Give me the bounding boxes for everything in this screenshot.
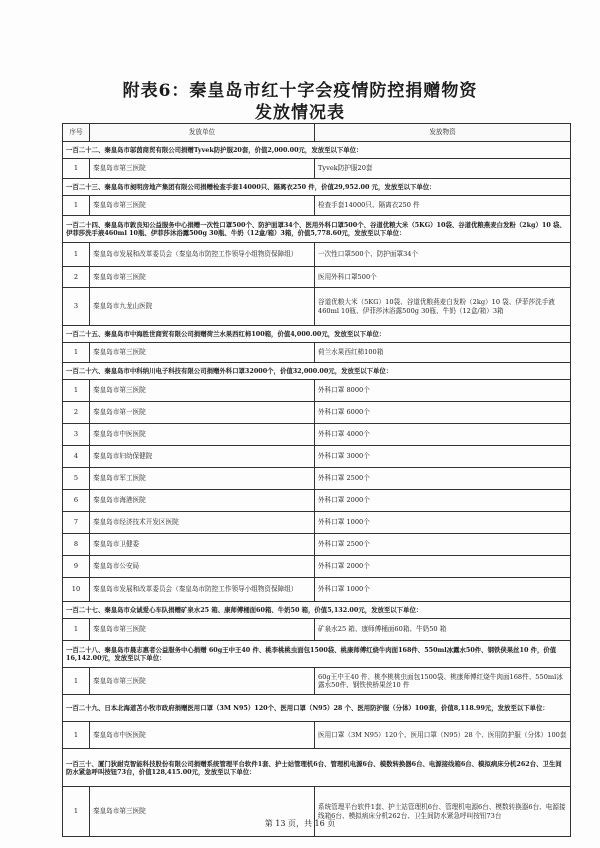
row-seq: 9 [63,556,90,578]
row-seq: 10 [63,578,90,602]
donation-group-row [63,749,571,787]
row-unit: 秦皇岛市海港医院 [90,490,315,512]
table-row [63,534,571,556]
row-goods: 外科口罩 1000个 [315,578,571,602]
table-row [63,288,571,326]
row-unit: 秦皇岛市第三医院 [90,380,315,402]
table-row [63,343,571,363]
row-goods: 外科口罩 2000个 [315,490,571,512]
row-goods: 检查手套14000只、隔离衣250 件 [315,196,571,216]
header-unit: 发放单位 [90,124,315,142]
row-unit: 秦皇岛市中医医院 [90,722,315,749]
row-unit: 秦皇岛市发展和改革委员会（秦皇岛市防控工作领导小组物资保障组） [90,243,315,267]
row-goods: 外科口罩 3000个 [315,446,571,468]
row-seq: 4 [63,446,90,468]
donation-group-text: 一百二十二、秦皇岛市邬茵商贸有限公司捐赠Tyvek防护服20套，价值2,000.00元，发放至以下单位： [63,142,571,159]
row-seq: 8 [63,534,90,556]
row-goods: 谷道优粮大米（5KG）10袋、谷道优粮燕麦白发粉（2kg）10 袋、伊菲莎洗手液460ml 10瓶、伊菲莎沐浴露500g 30瓶、牛奶（12盒/箱）3箱 [315,288,571,326]
row-unit: 秦皇岛市第三医院 [90,787,315,837]
header-seq: 序号 [63,124,90,142]
row-unit: 秦皇岛市第三医院 [90,343,315,363]
table-row [63,243,571,267]
donation-group-row [63,602,571,619]
row-unit: 秦皇岛市第三医院 [90,196,315,216]
row-unit: 秦皇岛市发展和改革委员会（秦皇岛市防控工作领导小组物资保障组） [90,578,315,602]
row-seq: 1 [63,159,90,179]
row-goods: 外科口罩 8000个 [315,380,571,402]
row-seq: 1 [63,196,90,216]
row-goods: 外科口罩 4000个 [315,424,571,446]
table-body [63,142,571,837]
donation-group-text: 一百二十六、秦皇岛市中科纳川电子科技有限公司捐赠外科口罩32000个，价值32,000.00元，发放至以下单位： [63,363,571,380]
table-row [63,722,571,749]
donation-group-text: 一百二十八、秦皇岛市晨志惠者公益服务中心捐赠 60g王中王40 件、桃李桃桃虫面包1500袋、桃康师傅红烧牛肉面168件、550ml冰露水50件、钢铁侠果丝10 件，价值16,142.00元，发放至以下单位： [63,641,571,668]
table-row [63,512,571,534]
page-footer: 第 13 页，共 16 页 [264,819,336,828]
row-unit: 秦皇岛市九龙山医院 [90,288,315,326]
row-unit: 秦皇岛市妇幼保健院 [90,446,315,468]
row-goods: 系统管理平台软件1套、护士站管理机6台、管理机电源6台、模数转换器6台、电源接线箱6台、模拟病床分机262台、卫生间防水紧急呼叫按钮73台 [315,787,571,837]
row-unit: 秦皇岛市第三医院 [90,267,315,288]
row-seq: 1 [63,619,90,641]
donation-group-row [63,363,571,380]
row-seq: 1 [63,722,90,749]
table-row [63,380,571,402]
donation-group-text: 一百二十三、秦皇岛市昶明房地产集团有限公司捐赠检查手套14000只、隔离衣250 件，价值29,952.00 元，发放至以下单位： [63,179,571,196]
row-seq: 2 [63,267,90,288]
row-goods: 医用外科口罩500个 [315,267,571,288]
row-goods: 矿泉水25 箱、康师傅桶面60箱、牛奶50 箱 [315,619,571,641]
donation-group-row [63,142,571,159]
table-row [63,578,571,602]
row-seq: 1 [63,243,90,267]
row-seq: 1 [63,787,90,837]
donation-group-text: 一百二十九、日本北海道苫小牧市政府捐赠医用口罩（3M N95）120个、医用口罩（N95）28 个、医用防护服（分体）100套，价值8,118.99元，发放至以下单位： [63,695,571,722]
donation-group-row [63,641,571,668]
row-goods: 外科口罩 1000个 [315,512,571,534]
row-goods: 外科口罩 2500个 [315,468,571,490]
document-title: 附表6：秦皇岛市红十字会疫情防控捐赠物资 [122,81,478,101]
row-seq: 1 [63,668,90,695]
row-goods: 荷兰水果西红柿100箱 [315,343,571,363]
row-goods: 外科口罩 2500个 [315,534,571,556]
row-unit: 秦皇岛市第三医院 [90,619,315,641]
row-unit: 秦皇岛市军工医院 [90,468,315,490]
table-row [63,446,571,468]
donation-group-text: 一百三十、厦门狄耐克智能科技股份有限公司捐赠系统管理平台软件1套、护士站管理机6台、管理机电源6台、模数转换器6台、电源接线箱6台、模拟病床分机262台、卫生间防水紧急呼叫按钮73台，价值128,415.00元，发放至以下单位： [63,749,571,787]
row-unit: 秦皇岛市公安局 [90,556,315,578]
table-row [63,424,571,446]
table-row [63,668,571,695]
row-seq: 3 [63,288,90,326]
table-row [63,787,571,837]
table-header-row [63,124,571,142]
table-row [63,490,571,512]
row-goods: 医用口罩（3M N95）120个、医用口罩（N95）28 个、医用防护服（分体）100套 [315,722,571,749]
donation-group-row [63,695,571,722]
donation-group-row [63,179,571,196]
row-goods: 外科口罩 6000个 [315,402,571,424]
table-row [63,556,571,578]
donation-group-row [63,326,571,343]
row-unit: 秦皇岛市卫健委 [90,534,315,556]
row-seq: 6 [63,490,90,512]
document-subtitle: 发放情况表 [255,103,345,123]
row-goods: 60g王中王40 件、桃李桃桃虫面包1500袋、桃康师傅红烧牛肉面168件、550ml冰露水50件、钢铁侠桥果丝10 件 [315,668,571,695]
row-unit: 秦皇岛市第三医院 [90,668,315,695]
row-seq: 1 [63,343,90,363]
row-unit: 秦皇岛市经济技术开发区医院 [90,512,315,534]
row-unit: 秦皇岛市第三医院 [90,159,315,179]
row-seq: 5 [63,468,90,490]
table-row [63,267,571,288]
row-goods: 外科口罩 2000个 [315,556,571,578]
header-goods: 发放物资 [315,124,571,142]
table-row [63,402,571,424]
donation-group-text: 一百二十五、秦皇岛市中海胜世商贸有限公司捐赠荷兰水果西红柿100箱，价值4,000.00元，发放至以下单位： [63,326,571,343]
row-seq: 3 [63,424,90,446]
donation-group-text: 一百二十七、秦皇岛市众诚爱心车队捐赠矿泉水25 箱、康师傅桶面60箱、牛奶50 箱，价值5,132.00元，发放至以下单位： [63,602,571,619]
row-goods: 一次性口罩500个、防护面罩34个 [315,243,571,267]
donation-group-text: 一百二十四、秦皇岛市敦良知公益服务中心捐赠一次性口罩500个、防护面罩34个、医用外科口罩500个、谷道优粮大米（5KG）10袋、谷道优粮燕麦白发粉（2kg）10 袋、伊菲莎洗手液460ml 10瓶、伊菲莎沐浴露500g 30瓶、牛奶（12盒/箱）3箱，价值5,778.60元，发放至以下单位： [63,216,571,243]
row-goods: Tyvek防护服20套 [315,159,571,179]
donation-table [62,123,571,837]
row-unit: 秦皇岛市第一医院 [90,402,315,424]
table-row [63,468,571,490]
row-seq: 2 [63,402,90,424]
row-seq: 7 [63,512,90,534]
row-unit: 秦皇岛市中医医院 [90,424,315,446]
table-row [63,159,571,179]
table-row [63,196,571,216]
donation-group-row [63,216,571,243]
row-seq: 1 [63,380,90,402]
table-row [63,619,571,641]
